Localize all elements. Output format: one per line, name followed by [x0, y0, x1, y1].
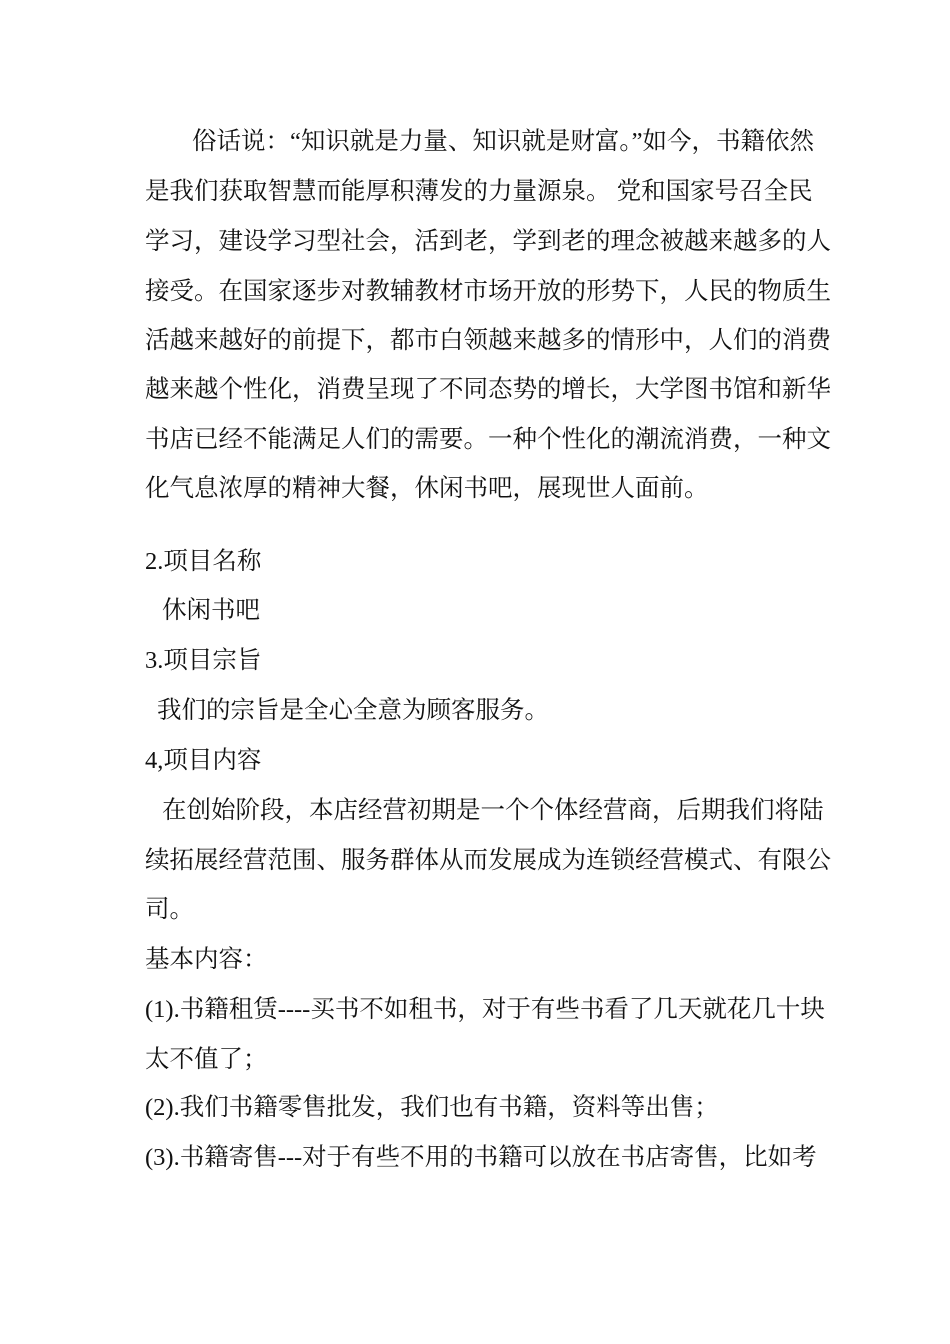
intro-line: 学习，建设学习型社会，活到老，学到老的理念被越来越多的人 [145, 228, 831, 255]
content-line: 司。 [145, 896, 194, 923]
intro-line: 化气息浓厚的精神大餐，休闲书吧，展现世人面前。 [145, 475, 709, 502]
intro-line: 书店已经不能满足人们的需要。一种个性化的潮流消费，一种文 [145, 426, 831, 453]
project-purpose: 我们的宗旨是全心全意为顾客服务。 [157, 697, 549, 724]
intro-line: 活越来越好的前提下，都市白领越来越多的情形中，人们的消费 [145, 327, 831, 354]
intro-line: 接受。在国家逐步对教辅教材市场开放的形势下，人民的物质生 [145, 278, 831, 305]
project-name: 休闲书吧 [162, 597, 260, 624]
intro-line: 是我们获取智慧而能厚积薄发的力量源泉。 党和国家号召全民 [145, 178, 813, 205]
basic-content-heading: 基本内容： [145, 946, 268, 973]
intro-line: 俗话说：“知识就是力量、知识就是财富。”如今，书籍依然 [192, 128, 814, 155]
intro-line: 越来越个性化，消费呈现了不同态势的增长，大学图书馆和新华 [145, 376, 831, 403]
list-item: (3).书籍寄售---对于有些不用的书籍可以放在书店寄售，比如考 [145, 1144, 817, 1171]
list-item: (2).我们书籍零售批发，我们也有书籍，资料等出售； [145, 1094, 719, 1121]
list-item: (1).书籍租赁----买书不如租书，对于有些书看了几天就花几十块 [145, 996, 825, 1023]
content-line: 续拓展经营范围、服务群体从而发展成为连锁经营模式、有限公 [145, 847, 831, 874]
content-line: 在创始阶段，本店经营初期是一个个体经营商，后期我们将陆 [162, 797, 824, 824]
section-heading-content: 4,项目内容 [145, 747, 262, 774]
section-heading-purpose: 3.项目宗旨 [145, 647, 262, 674]
section-heading-name: 2.项目名称 [145, 548, 262, 575]
list-item: 太不值了； [145, 1046, 268, 1073]
